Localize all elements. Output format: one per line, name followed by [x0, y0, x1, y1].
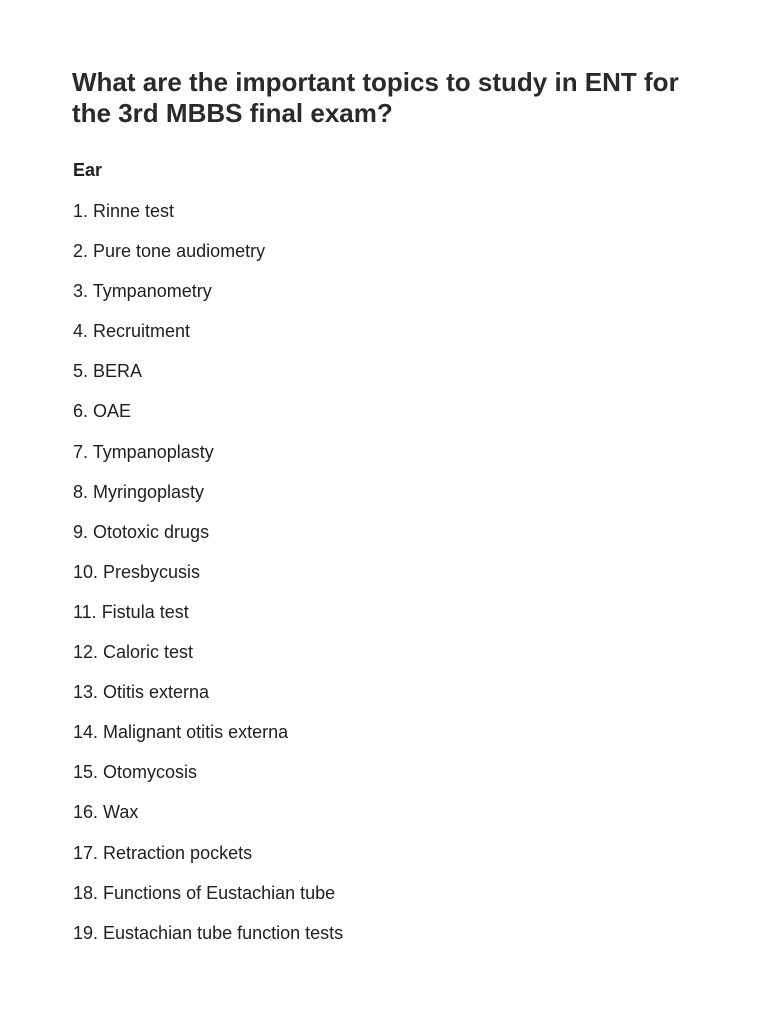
list-item: 16. Wax	[73, 802, 139, 823]
list-item: 17. Retraction pockets	[73, 842, 253, 863]
page-title: What are the important topics to study in ENT for the 3rd MBBS final exam?	[72, 67, 679, 128]
section-heading-ear: Ear	[73, 160, 103, 180]
list-item: 8. Myringoplasty	[73, 481, 205, 502]
list-item: 4. Recruitment	[73, 321, 191, 342]
list-item: 5. BERA	[73, 361, 143, 382]
list-item: 14. Malignant otitis externa	[73, 722, 289, 743]
list-item: 10. Presbycusis	[73, 561, 201, 582]
list-item: 12. Caloric test	[73, 642, 194, 663]
list-item: 7. Tympanoplasty	[73, 441, 214, 462]
list-item: 1. Rinne test	[73, 201, 175, 221]
list-item: 15. Otomycosis	[73, 762, 198, 783]
list-item: 9. Ototoxic drugs	[73, 521, 210, 542]
topic-list	[73, 200, 343, 962]
list-item: 18. Functions of Eustachian tube	[73, 882, 336, 903]
list-item: 3. Tympanometry	[73, 281, 212, 302]
list-item: 11. Fistula test	[73, 601, 189, 622]
list-item: 19. Eustachian tube function tests	[73, 922, 344, 943]
list-item: 2. Pure tone audiometry	[73, 241, 266, 262]
list-item: 13. Otitis externa	[73, 682, 210, 703]
list-item: 6. OAE	[73, 401, 132, 422]
